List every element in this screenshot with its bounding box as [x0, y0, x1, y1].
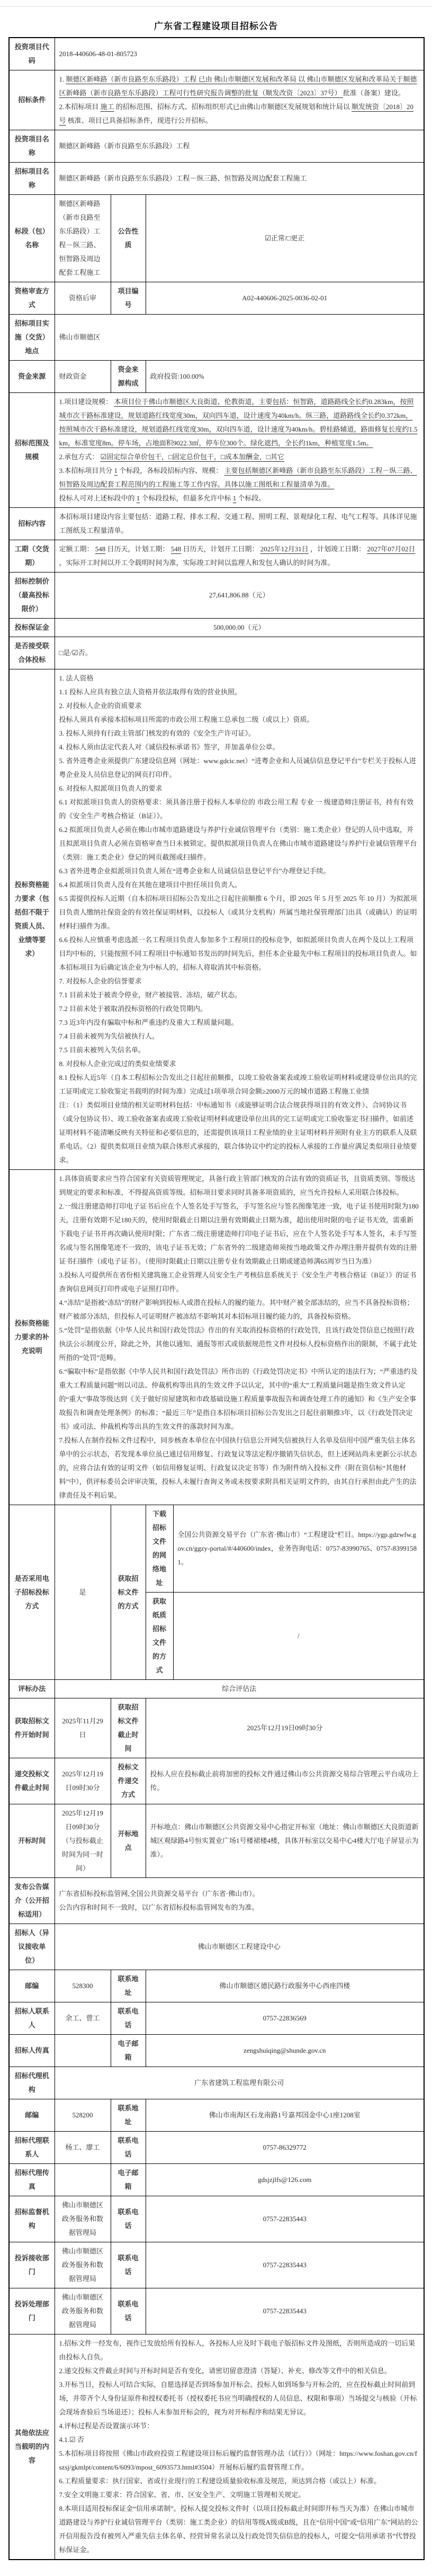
- table-row: [9, 637, 424, 669]
- paragraph: 3.本招标项目共分 1 个标段，各标段招标内容、规模： 主要包括顺德区新峰路（新市良路至东乐路段）工程－纵三路、恒智路及周边配套工程范围内的工程施工等工作内容。具体以施工图纸和工程量清单为准。: [59, 467, 417, 488]
- table-row: [9, 38, 424, 70]
- paragraph: 7.安全文明施工要求：符合国家、省、市、区安全生产、文明施工管理相关规定。: [59, 2491, 305, 2499]
- scope-value: [55, 393, 424, 508]
- table-row: [9, 2132, 424, 2164]
- evaluation-method-label: 评标办法: [9, 1680, 55, 1698]
- tender-content-value: [55, 508, 424, 540]
- table-row: [9, 393, 424, 508]
- page-top-divider: [0, 0, 432, 7]
- paragraph: 6.5 需提供投标人近期（自本招标项目招标公告发出之日起往前顺推 6 个月，即 2025 年 5 月至 2025 年 10 月）为拟派项目负责人缴纳社保资金的有效社保证明材料，以投标人（或其分支机构）所属当地社保管理部门出具（或确认）的证明材料扫描件为准。: [59, 895, 417, 930]
- paragraph: 6. 对投标人拟派项目负责人的要求: [59, 784, 163, 792]
- paragraph: 1. 法人资格: [59, 674, 94, 682]
- paragraph: 6.6 投标人应慎重考虑选派一名工程项目负责人参加多个工程项目的投标竞争，如拟派项目负责人在两个及以上工程项目均中标的，只能按照不同工程项目中标通知书发出的时间先后，担任本企业最先中标工程项目的投标项目负责人。如本招标项目为后确定该企业为中标人的，招标人将取消其中标资格。: [59, 936, 417, 971]
- table-row: [9, 1924, 424, 1970]
- project-code-label: 投资项目代码: [9, 38, 55, 70]
- e-bidding-label: 是否采用电子招标投标方式: [9, 1505, 55, 1680]
- announcement-table: [8, 37, 425, 2560]
- section-name-value: 顺德区新峰路（新市良路至东乐路段）工程－纵三路、恒智路及周边配套工程施工: [55, 195, 111, 282]
- table-row: [9, 315, 424, 361]
- tenderer-address-label: 联系地址: [111, 1970, 146, 2002]
- announcement-media-label: 发布公告媒介（公开招标适用）: [9, 1878, 55, 1924]
- paragraph: 3.投标人可提供所在省份相关建筑施工企业管理人员安全生产考核信息系统关于《安全生产考核合格证（B证）》的证书查询信息网页打印件或电子证照打印件。: [59, 1271, 417, 1293]
- project-code-value: 2018-440606-48-01-805723: [55, 38, 424, 70]
- paragraph: 注：（1）类似项目业绩的相关证明材料包括：中标通知书（或能够证明合法合规获得项目的有效文件）、合同协议书（或分包协议书）、竣工验收备案表或竣工验收证明材料或建设单位出具的完工证明或完工验收鉴定书扫描件，如前述证明材料不能清晰反映有关特征和必要信息的，还需提供该项目工程业绩的业主证明材料并须附有业主方的联系人及联系电话。（2）提供类似项目业绩为联合体形式承接的，联合体协议中约定的投标人承接的工作量应满足类似项目业绩要求。: [59, 1101, 417, 1164]
- paragraph: 4. 投标人须由法定代表人对《诚信投标承诺书》签字，并加盖单位公章。: [59, 743, 280, 751]
- tender-conditions-label: 招标条件: [9, 70, 55, 130]
- paragraph: 2.承包方式： ☑固定综合单价包干，□固定总价包干，□成本加酬金，□其它: [59, 453, 284, 461]
- funding-source-label: 资金来源: [9, 361, 55, 393]
- paragraph: 8.本项目适用投标保证金“信用承诺制”。投标人提交投标文件时（以项目投标截止时间即开标当天为准）在佛山市城市道路建设与养护行业诚信管理平台（类别：施工类企业）的信用等级A级或B级，且在“信用中国”或“信用广东”网站的公开信用报告没有被列入严重失信主体名单、经营异常名录以及行政处罚失信信息的投标人，可提交“信用承诺书”代替投标保证金。: [59, 2505, 418, 2554]
- tenderer-label: 招标人（异议接收单位）: [9, 1924, 55, 1970]
- download-url-value: 全国公共资源交易平台（广东省·佛山市）“工程建设”栏目。https://ygp.gdzwfw.gov.cn/ggzy-portal/#/440600/index，业务咨询电话：0757-83990765、0757-83991581。: [173, 1505, 424, 1593]
- control-price-value: 27,641,806.88（元）: [55, 573, 424, 619]
- paragraph: 2.一级注册建造师打印电子证书后应在个人签名处手写签名，手写签名应与签名图像笔迹一致，电子证书使用时限为180天，注册有效期不足180天的，使用时限截止日期以注册有效期截止日期为准，超出使用时限的电子证书无效，需重新下载电子证书并再次确认使用时限；广东省二级注册建造师打印电子证书后，应在个人签名处手写本人签名，未手写签名或与签名图像笔迹不一致的，该电子证书无效；广东省外的二级建造师须按当地政策文件办理注册并提供有效的注册证书扫描件（或电子证书）。（使用时限截止日期以注册专业有效期截止日期或建造师满65周岁当日为准）: [59, 1202, 419, 1265]
- complaint-receive-value: 佛山市顺德区政务服务和数据管理局: [55, 2242, 111, 2288]
- agency-phone-value: 0757-86329772: [146, 2132, 424, 2164]
- bid-bond-label: 投标保证金: [9, 619, 55, 637]
- table-row: [9, 1758, 424, 1804]
- agency-fax-value: [55, 2164, 111, 2196]
- tenderer-value: 佛山市顺德区工程建设中心: [55, 1924, 424, 1970]
- funding-composition-label: 资金来源构成: [111, 361, 146, 393]
- paragraph: 投标人须具有承接本招标项目所需的市政公用工程施工总承包二级（或以上）资质。: [59, 715, 314, 723]
- control-price-label: 招标控制价（最高投标限价）: [9, 573, 55, 619]
- paragraph: 1.项目建设规模： 本项目位于佛山市顺德区大良街道、伦教街道，主要包括：恒智路，道路路线全长约0.283km，按照城市次干路标准建设，规划道路红线宽度30m，双向四车道，设计速度为40km/h。纵三路，道路路线全长约0.372km，按照城市次干路标准建设，规划道路红线宽度30m，双向四车道，设计速度为40km/h。碧桂路辅道，路面修复长度约1.5km，标准宽度8m。停车场，占地面积9022.3㎡，停车位300个。绿化遮挡，全长约1km，种植宽度1.5m。: [59, 398, 418, 447]
- paragraph: 7.1 目前未处于被责令停业，财产被接管、冻结，破产状态。: [59, 991, 242, 999]
- supervision-phone-label: 联系电话: [111, 2196, 146, 2242]
- bid-opening-time-label: 开标时间: [9, 1804, 55, 1878]
- evaluation-method-value: 综合评估法: [55, 1680, 424, 1698]
- paragraph: 7.3 近3年内没有骗取中标和严重违约及重大工程质量问题。: [59, 1018, 238, 1026]
- complaint-receive-label: 投诉接收部门: [9, 2242, 55, 2288]
- bid-submission-deadline-value: 2025年12月19日09时30分: [55, 1758, 111, 1804]
- download-url-label: 下载招标文件的网络地址: [146, 1505, 173, 1593]
- bid-submission-method-value: 投标人应在投标截止前将加密的投标文件通过佛山市公共资源交易综合管理云平台成功上传。: [146, 1758, 424, 1804]
- supervision-value: 佛山市顺德区政务服务和数据管理局: [55, 2196, 111, 2242]
- paragraph: 6.4 拟派项目负责人没有在其他在建项目中担任项目负责人。: [59, 881, 242, 889]
- paragraph: 投标人可对上述标段中的 1 个标段投标，但最多允许中标 1 个标段。: [59, 494, 266, 502]
- complaint-handle-label: 投诉处理部门: [9, 2288, 55, 2334]
- agency-contact-value: 杨工、廖工: [55, 2132, 111, 2164]
- bid-bond-value: 500,000.00（元）: [55, 619, 424, 637]
- agency-postcode-value: 528200: [55, 2099, 111, 2132]
- agency-label: 招标代理机构: [9, 2067, 55, 2099]
- paragraph: 定额工期： 548 日历天，计划工期： 548 日历天，计划开工日期： 2025年12月31日 ，计划竣工日期： 2027年07月02日 ，实际开工时间以开工令载明时间为准，实际竣工时间以监理人和发包人确认的时间为准。: [59, 545, 416, 567]
- table-row: [9, 1970, 424, 2002]
- funding-composition-value: 政府投资:100.00%: [146, 361, 424, 393]
- table-row: [9, 1505, 424, 1593]
- paragraph: 1.1 投标人应具有独立法人资格并依法取得有效的营业执照。: [59, 688, 242, 696]
- paragraph: 6.2 拟派项目负责人必须在佛山市城市道路建设与养护行业诚信管理平台（类别：施工类企业）登记的人员中选取，并且拟派项目负责人必须在资格审查当日未被锁定。提供拟派项目负责人在佛山市城市道路建设与养护行业诚信管理平台（类别：施工类企业）登记的网页截图或扫描件。: [59, 826, 417, 861]
- table-row: [9, 70, 424, 130]
- table-row: [9, 669, 424, 1170]
- tenderer-fax-label: 招标人传真: [9, 2035, 55, 2067]
- table-row: [9, 2196, 424, 2242]
- paragraph: 公告内容和时间不一致时，以广东省招标投标监管网发布的为准。: [59, 1903, 259, 1911]
- table-row: [9, 130, 424, 163]
- table-row: [9, 2242, 424, 2288]
- tender-conditions-value: [55, 70, 424, 130]
- table-row: [9, 2334, 424, 2560]
- tenderer-contact-value: 余工、曾工: [55, 2002, 111, 2035]
- duration-label: 工期（交货期）: [9, 540, 55, 573]
- paragraph: 8. 对投标人企业完成过的类似业绩要求: [59, 1060, 176, 1068]
- qualification-method-label: 资格审查方式: [9, 282, 55, 315]
- table-row: [9, 2035, 424, 2067]
- tenderer-phone-label: 联系电话: [111, 2002, 146, 2035]
- section-name-label: 标段（包）名称: [9, 195, 55, 282]
- duration-value: [55, 540, 424, 573]
- complaint-receive-phone-value: 0757-22835443: [146, 2242, 424, 2288]
- agency-contact-label: 招标代理联系人: [9, 2132, 55, 2164]
- tenderer-postcode-label: 邮编: [9, 1970, 55, 2002]
- paragraph: 3. 投标人须持有行政主管部门核发的有效的《安全生产许可证》。: [59, 729, 256, 737]
- bid-submission-method-label: 投标文件递交方式: [111, 1758, 146, 1804]
- invest-project-name-label: 投资项目名称: [9, 130, 55, 163]
- agency-email-label: 电子邮箱: [111, 2164, 146, 2196]
- bid-submission-deadline-label: 递交投标文件截止时间: [9, 1758, 55, 1804]
- paragraph: 5. 省外进粤企业须提供广东建设信息网（网址：www.gdcic.net）“进粤企业和人员诚信信息登记平台”专栏关于投标人进粤企业及人员信息登记的网页打印件。: [59, 757, 416, 779]
- table-row: [9, 2288, 424, 2334]
- agency-postcode-label: 邮编: [9, 2099, 55, 2132]
- table-row: [9, 282, 424, 315]
- paragraph: 7. 对投标人企业的信誉要求: [59, 977, 142, 985]
- tenderer-phone-value: 0757-22836569: [146, 2002, 424, 2035]
- location-label: 招标项目实施（交货）地点: [9, 315, 55, 361]
- paragraph: 3.开标当日，投标人可结合实际，自愿选择是否到场参加开标会。投标人如到场参与开标会的，应在投标截止时间前到场，并带齐个人身份证原件和授权委托书（授权委托书应当明确授权的人员信息、权限和事项）当场提交与核验（开标会现场查验后当场退还）；投标人未参加开标会的，视为对开标程序和结果无异议。: [59, 2381, 417, 2416]
- paper-docs-value: /: [173, 1593, 424, 1680]
- table-row: [9, 1170, 424, 1505]
- tenderer-email-value: zengshuiqing@shunde.gov.cn: [146, 2035, 424, 2067]
- table-row: [9, 1680, 424, 1698]
- table-row: [9, 508, 424, 540]
- paper-docs-label: 获取纸质招标文件的方式: [146, 1593, 173, 1680]
- tenderer-contact-label: 招标人联系人: [9, 2002, 55, 2035]
- complaint-receive-phone-label: 联系电话: [111, 2242, 146, 2288]
- table-row: [9, 195, 424, 282]
- paragraph: 1.具体资质要求应当符合国家有关资质管理规定，具备行政主管部门核发的合法有效的资质证书，且资质类别、等级达到规定的要求和标准，不得提高资质等级。招标项目要求同时具备多项资质的，应当允许投标人采用联合体投标。: [59, 1175, 416, 1196]
- notice-nature-label: 公告性质: [111, 195, 146, 282]
- table-row: [9, 2067, 424, 2099]
- tenderer-postcode-value: 528300: [55, 1970, 111, 2002]
- agency-address-label: 联系地址: [111, 2099, 146, 2132]
- paragraph: 5.本招标项目将按照《佛山市政府投资工程建设项目标后履约监督管理办法（试行）》（网址：https://www.foshan.gov.cn/fszsj/gkmlpt/content/6/6093/mpost_6093573.html#3504）开展标后履约监督管理工作。: [59, 2449, 417, 2471]
- qualification-req-value: [55, 669, 424, 1170]
- paragraph: 1.招标文件一经发布，视作已发放给所有投标人，各投标人应及时下载电子版招标文件及图纸，否则所造成的一切后果由投标人自负。: [59, 2339, 416, 2361]
- bid-opening-place-value: 开标地点：佛山市顺德区公共资源交易中心指定开标室（地址：佛山市顺德区大良街道新城区观绿路4号恒实置业广场1号楼裙楼4楼，具体开标室以交易中心4楼大厅电子屏显示为准）。: [146, 1804, 424, 1878]
- notice-nature-value: ☑正常/□更正: [146, 195, 424, 282]
- table-row: [9, 2099, 424, 2132]
- paragraph: 6.1 对拟派项目负责人的资格要求：须具备注册于投标人本单位的 市政公用工程 专业 一 级建造师注册证书，持有有效的《安全生产考核合格证（B证）》。: [59, 798, 414, 820]
- consortium-value: □是/☑否。: [55, 637, 424, 669]
- supervision-label: 招标监督机构: [9, 2196, 55, 2242]
- tenderer-email-label: 电子邮箱: [111, 2035, 146, 2067]
- table-row: [9, 2164, 424, 2196]
- complaint-handle-phone-value: 0757-22835443: [146, 2288, 424, 2334]
- complaint-handle-value: 佛山市顺德区政务服务和数据管理局: [55, 2288, 111, 2334]
- qualification-method-value: 资格后审: [55, 282, 111, 315]
- table-row: [9, 163, 424, 195]
- supervision-phone-value: 0757-22835443: [146, 2196, 424, 2242]
- tender-content-label: 招标内容: [9, 508, 55, 540]
- paragraph: 2. 对投标人企业的资质要求: [59, 702, 142, 710]
- agency-value: 广东省建筑工程监理有限公司: [55, 2067, 424, 2099]
- bid-opening-place-label: 开标地点: [111, 1804, 146, 1878]
- table-row: [9, 2002, 424, 2035]
- agency-phone-label: 联系电话: [111, 2132, 146, 2164]
- agency-fax-label: 招标代理传真: [9, 2164, 55, 2196]
- paragraph: 7.4 目前未被列为失信被执行人。: [59, 1032, 159, 1040]
- paragraph: 1. 顺德区新峰路（新市良路至东乐路段）工程 已由 佛山市顺德区发展和改革局 以 佛山市顺德区发展和改革局关于顺德区新峰路（新市良路至东乐路段）工程可行性研究报告调整的批复（顺发改资〔2023〕37号） 批准（备案）建设。: [59, 75, 417, 97]
- table-row: [9, 573, 424, 619]
- table-row: [9, 1804, 424, 1878]
- paragraph: 2.本招标项目 施工 的招标范围、招标方式、招标组织形式已由佛山市顺德区发展规划和统计局以 顺发统资〔2018〕20号 核准、项目已具备招标条件，现进行公开招标。: [59, 103, 414, 124]
- project-number-label: 项目编号: [111, 282, 146, 315]
- scope-label: 招标范围及规模: [9, 393, 55, 508]
- tender-project-name-label: 招标项目名称: [9, 163, 55, 195]
- tenderer-fax-value: [55, 2035, 111, 2067]
- paragraph: 本招标项目建设内容主要包括：道路工程、排水工程、交通工程、照明工程、景观绿化工程、电气工程等。具体详见施工图纸及工程量清单。: [59, 513, 417, 534]
- paragraph: 6.3 省外进粤企业拟派项目负责人须在“进粤企业和人员诚信信息登记平台”办理登记手续。: [59, 867, 330, 875]
- table-row: [9, 1878, 424, 1924]
- paragraph: 7.2 目前未处于被取消投标资格的行政处罚期内。: [59, 1005, 208, 1013]
- location-value: 佛山市顺德区: [55, 315, 424, 361]
- table-row: [9, 361, 424, 393]
- doc-obtain-deadline-value: 2025年12月19日09时30分: [146, 1698, 424, 1758]
- e-bidding-value: 是: [55, 1505, 111, 1680]
- paragraph: 4.1.☑ 否: [59, 2436, 84, 2444]
- other-content-label: 其他依法应当载明的内容: [9, 2334, 55, 2560]
- project-number-value: A02-440606-2025-0036-02-01: [146, 282, 424, 315]
- bid-opening-time-value: 2025年12月19日09时30分（与投标截止时间为同一时间）: [55, 1804, 111, 1878]
- doc-obtain-start-label: 获取招标文件开始时间: [9, 1698, 55, 1758]
- announcement-page: [0, 7, 432, 2576]
- paragraph: 6.工程质量要求：执行国家、省或行业现行的工程建设质量验收标准及规范，须达到合格（或以上）标准。: [59, 2477, 381, 2485]
- qualification-req-label: 投标资格能力要求（包括但不限于资质人员、业绩等要求）: [9, 669, 55, 1170]
- paragraph: 6.“骗取中标”是指依据《中华人民共和国行政处罚法》所作出的《行政处罚决定书》中所认定的违法行为；“严重违约及重大工程质量问题”则以司法、仲裁机构等出具的生效文件予以认定，其中的“重大”工程质量问题是指生效文件认定的“重大”事故等级达到《关于做好房屋建筑和市政基础设施工程质量事故报告和调查处理工作的通知》和《生产安全事故报告和调查处理条例》的标准；“最近三年”是指自本招标项目招标公告发出之日起往前顺推3年，以《行政处罚决定书》或司法、仲裁机构等出具的生效文件的落款时间为准。: [59, 1367, 418, 1430]
- funding-source-value: 财政资金: [55, 361, 111, 393]
- paragraph: 8.1 投标人近5年（自本工程招标公告发出之日起往前顺推，以竣工验收备案表或竣工验收证明材料或建设单位出具的完工证明或完工验收鉴定书载明的时间为准）完成过1项单项合同金额≥2000万元的城市道路工程施工业绩: [59, 1074, 417, 1095]
- paragraph: 7.5 目前未被列入失信名单。: [59, 1046, 146, 1054]
- agency-address-value: 佛山市南海区石龙南路1号嘉邦国金中心1座1208室: [146, 2099, 424, 2132]
- consortium-label: 是否接受联合体投标: [9, 637, 55, 669]
- doc-obtain-deadline-label: 获取招标文件截止时间: [111, 1698, 146, 1758]
- qualification-notes-label: 投标资格能力要求的补充说明: [9, 1170, 55, 1505]
- tenderer-address-value: 佛山市顺德区德民路行政服务中心西座四楼: [146, 1970, 424, 2002]
- table-row: [9, 540, 424, 573]
- invest-project-name-value: 顺德区新峰路（新市良路至东乐路段）工程: [55, 130, 424, 163]
- paragraph: 4.评标过程是否设置演示环节：: [59, 2422, 154, 2430]
- paragraph: 7.投标人在制作投标文件过程中，同步核查本单位在中国执行信息公开网失信被执行人名单及信用中国严重失信主体名单中的公示状态，若发现本单位虽已通过信用修复、行政复议等法定程序撤销失信状态，但上述网站尚未更新公示状态的，应将合法有效的证明文件（如信用修复证明、行政复议决定书等）作为附件纳入投标文件（附在资信标“其他材料”中），供评标委员会评审决策，投标人未履行查询义务或未按要求附具相关证明文件的，由其自行承担由此产生的法律责任及不利后果。: [59, 1436, 417, 1499]
- paragraph: 广东省招标投标监管网,全国公共资源交易平台（广东省·佛山市）。: [59, 1890, 259, 1898]
- table-row: [9, 1698, 424, 1758]
- announcement-media-value: [55, 1878, 424, 1924]
- tender-project-name-value: 顺德区新峰路（新市良路至东乐路段）工程－纵三路、恒智路及周边配套工程施工: [55, 163, 424, 195]
- table-row: [9, 619, 424, 637]
- complaint-handle-phone-label: 联系电话: [111, 2288, 146, 2334]
- qualification-notes-value: [55, 1170, 424, 1505]
- other-content-value: [55, 2334, 424, 2560]
- page-title: 广东省工程建设项目招标公告: [154, 21, 278, 31]
- doc-obtain-start-value: 2025年11月29日: [55, 1698, 111, 1758]
- paragraph: 2.递交投标文件截止时间与开标时间是否有变化，请密切留意澄清（答疑）、补充、修改等文件中的相关信息。: [59, 2367, 391, 2375]
- agency-email-value: gdsjzjlfs@126.com: [146, 2164, 424, 2196]
- paragraph: 4.“冻结”是指被“冻结”的财产影响到投标人或潜在投标人的履约能力。其中财产被全部冻结的，应当不具备投标资格；财产被部分冻结，但投标人可证明财产被冻结不影响其对本招标项目履约能力的，具备投标资格。: [59, 1299, 414, 1320]
- obtain-docs-method-label: 获取招标文件的方式: [111, 1505, 146, 1680]
- paragraph: 5.“处罚”是指依据《中华人民共和国行政处罚法》作出的有关取消投标资格的行政处罚，且该行政处罚信息已按照行政执法公示制度公开，除此之外，其他以通知、通报等形式或依据规范性文件对投标人投标资格作出的限制，不属于此处所指的“处罚”范畴。: [59, 1326, 417, 1362]
